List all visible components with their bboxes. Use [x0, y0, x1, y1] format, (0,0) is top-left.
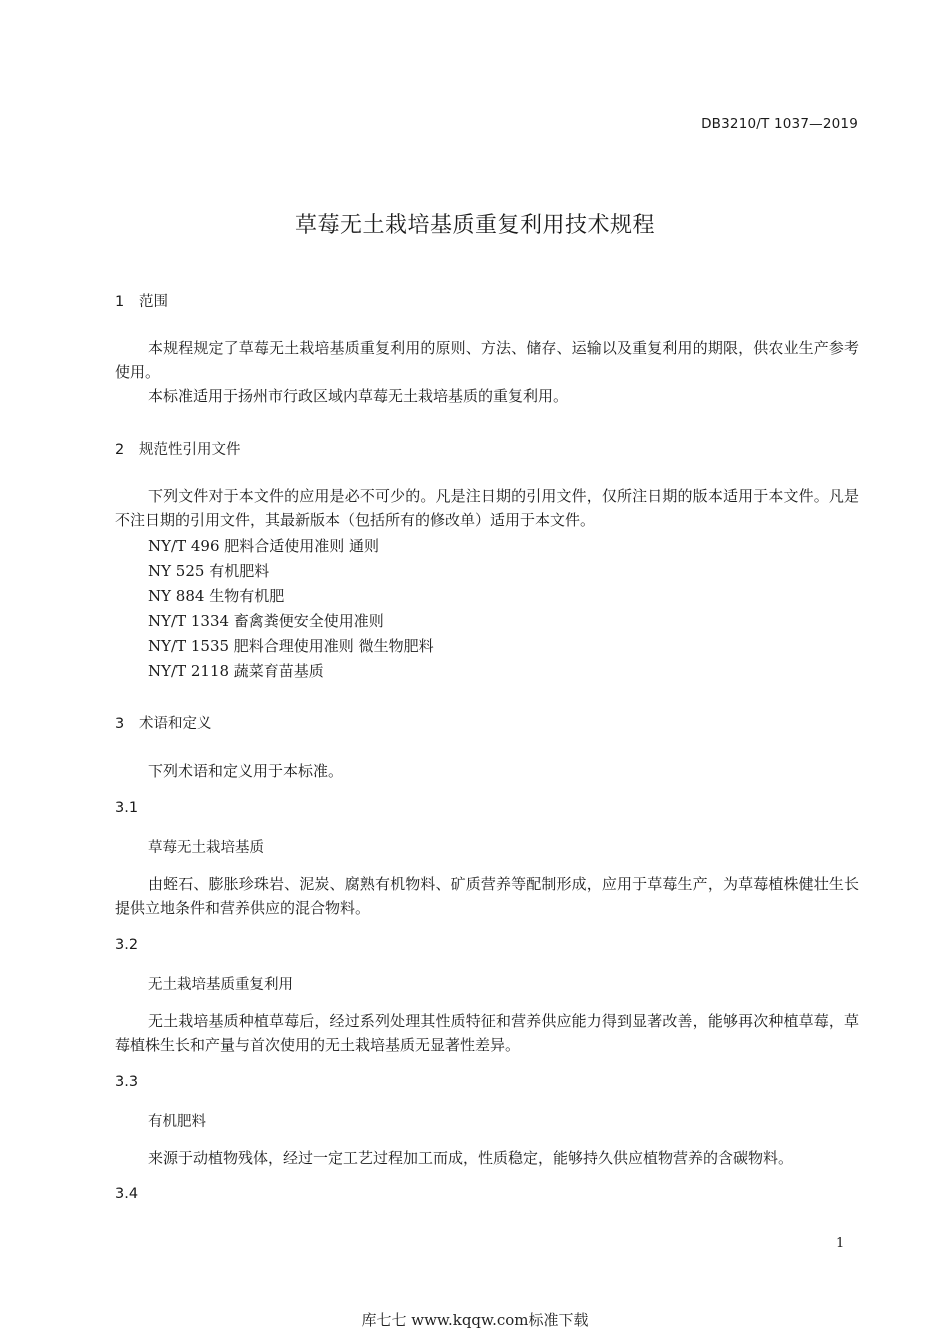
- reference-item: NY/T 496 肥料合适使用准则 通则: [148, 537, 380, 555]
- section-1-heading: [115, 290, 168, 311]
- term-number: 3.1: [115, 800, 139, 816]
- term-number: 3.3: [115, 1074, 139, 1090]
- section-2-heading: [115, 438, 241, 459]
- section-3-heading: [115, 712, 212, 733]
- term-number: 3.4: [115, 1186, 139, 1202]
- term-name: 无土栽培基质重复利用: [148, 977, 293, 993]
- site-watermark: 库七七 www.kqqw.com标准下载: [361, 1311, 589, 1329]
- reference-item: NY/T 1535 肥料合理使用准则 微生物肥料: [148, 637, 434, 655]
- section-title: 范围: [139, 294, 168, 310]
- term-name: 草莓无土栽培基质: [148, 840, 264, 856]
- section-number: 1: [115, 294, 125, 310]
- reference-item: NY/T 1334 畜禽粪便安全使用准则: [148, 612, 384, 630]
- paragraph-text: 无土栽培基质种植草莓后，经过系列处理其性质特征和营养供应能力得到显著改善，能够再次种植草莓，草莓植株生长和产量与首次使用的无土栽培基质无显著性差异。: [115, 1012, 859, 1054]
- paragraph-text: 来源于动植物残体，经过一定工艺过程加工而成，性质稳定，能够持久供应植物营养的含碳物料。: [148, 1149, 794, 1167]
- page-number: 1: [836, 1236, 845, 1251]
- term-number: 3.2: [115, 937, 139, 953]
- section-title: 术语和定义: [139, 716, 212, 732]
- section-title: 规范性引用文件: [139, 442, 241, 458]
- paragraph-text: 本规程规定了草莓无土栽培基质重复利用的原则、方法、储存、运输以及重复利用的期限，供农业生产参考使用。: [115, 339, 859, 381]
- paragraph-text: 本标准适用于扬州市行政区域内草莓无土栽培基质的重复利用。: [148, 387, 569, 405]
- term-definition: [115, 872, 859, 920]
- reference-item: NY/T 2118 蔬菜育苗基质: [148, 662, 324, 680]
- document-title: 草莓无土栽培基质重复利用技术规程: [294, 213, 655, 238]
- term-name: 有机肥料: [148, 1114, 206, 1130]
- term-definition: [115, 1146, 859, 1170]
- reference-item: NY 884 生物有机肥: [148, 587, 285, 605]
- paragraph-text: 由蛭石、膨胀珍珠岩、泥炭、腐熟有机物料、矿质营养等配制形成，应用于草莓生产，为草莓植株健壮生长提供立地条件和营养供应的混合物料。: [115, 875, 859, 917]
- section-1-paragraph-1: [115, 336, 859, 384]
- section-number: 3: [115, 716, 125, 732]
- section-3-intro: 下列术语和定义用于本标准。: [148, 762, 344, 780]
- document-code: DB3210/T 1037—2019: [701, 116, 858, 132]
- section-2-paragraph-1: [115, 484, 859, 532]
- term-definition: [115, 1009, 859, 1057]
- reference-item: NY 525 有机肥料: [148, 562, 270, 580]
- section-1-paragraph-2: [115, 384, 859, 408]
- section-number: 2: [115, 442, 125, 458]
- paragraph-text: 下列文件对于本文件的应用是必不可少的。凡是注日期的引用文件，仅所注日期的版本适用于本文件。凡是不注日期的引用文件，其最新版本（包括所有的修改单）适用于本文件。: [115, 487, 859, 529]
